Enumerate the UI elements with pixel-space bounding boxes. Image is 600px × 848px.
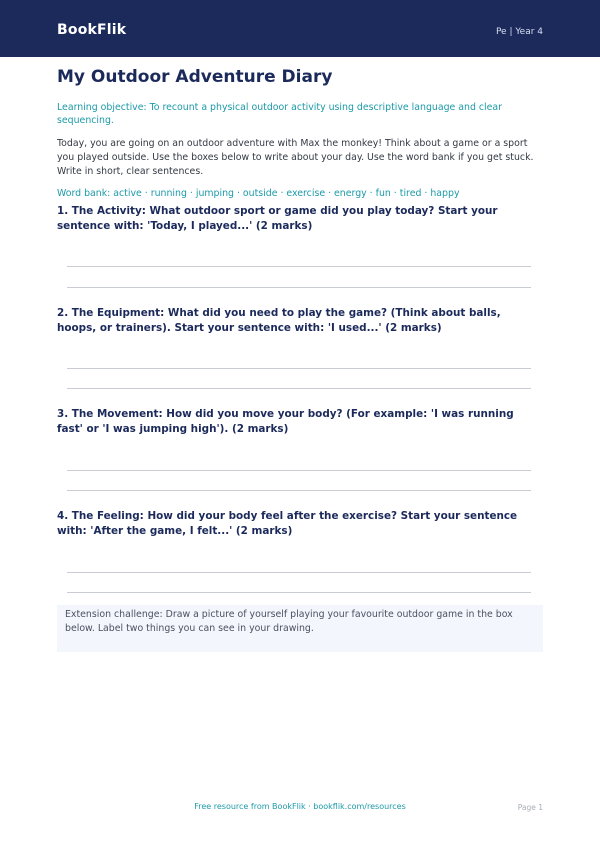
question-2-answer-line-2[interactable] — [67, 388, 531, 389]
subject-year-label: Pe | Year 4 — [495, 27, 543, 37]
word-bank: Word bank: active · running · jumping · outside · exercise · energy · fun · tired · happy — [57, 188, 460, 199]
question-3-answer-line-1[interactable] — [67, 470, 531, 471]
question-4-answer-line-1[interactable] — [67, 572, 531, 573]
question-1-answer-line-2[interactable] — [67, 287, 531, 288]
question-1-text: 1. The Activity: What outdoor sport or game did you play today? Start your sentence with: 'Today, I played...' (2 marks) — [57, 205, 498, 232]
page-number: Page 1 — [517, 803, 543, 812]
footer-resource-link[interactable]: Free resource from BookFlik · bookflik.com/resources — [194, 802, 406, 811]
question-4 — [57, 509, 543, 539]
page-title: My Outdoor Adventure Diary — [57, 67, 333, 87]
question-3-answer-line-2[interactable] — [67, 490, 531, 491]
extension-text: Extension challenge: Draw a picture of yourself playing your favourite outdoor game in the box below. Label two things you can see in your drawing. — [65, 609, 513, 634]
header-bar — [0, 0, 600, 57]
intro-text: Today, you are going on an outdoor adventure with Max the monkey! Think about a game or a sport you played outside. Use the boxes below to write about your day. Use the word bank if you get stuck. Write in short, clear sentences. — [57, 138, 534, 177]
question-2-text: 2. The Equipment: What did you need to play the game? (Think about balls, hoops, or trainers). Start your sentence with: 'I used...' (2 marks) — [57, 307, 501, 334]
question-3 — [57, 407, 543, 437]
question-1-answer-line-1[interactable] — [67, 266, 531, 267]
question-1 — [57, 204, 543, 234]
question-2 — [57, 306, 543, 336]
question-2-answer-line-1[interactable] — [67, 368, 531, 369]
learning-objective: Learning objective: To recount a physical outdoor activity using descriptive language and clear sequencing. — [57, 102, 503, 126]
worksheet — [57, 60, 543, 634]
extension-box[interactable] — [57, 605, 543, 652]
brand-logo[interactable]: BookFlik — [57, 22, 127, 38]
question-3-text: 3. The Movement: How did you move your body? (For example: 'I was running fast' or 'I was jumping high'). (2 marks) — [57, 408, 514, 435]
question-4-text: 4. The Feeling: How did your body feel after the exercise? Start your sentence with: 'After the game, I felt...' (2 marks) — [57, 510, 518, 537]
question-4-answer-line-2[interactable] — [67, 592, 531, 593]
